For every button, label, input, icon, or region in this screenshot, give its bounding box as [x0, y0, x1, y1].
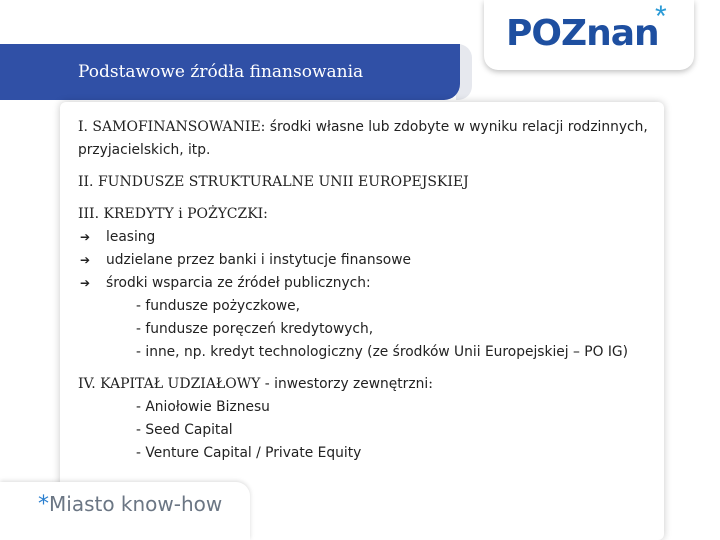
footer-slogan — [38, 490, 222, 519]
bullet-text: udzielane przez banki i instytucje finansowe — [106, 252, 411, 268]
section-kredyty — [78, 203, 658, 364]
sub-item: - fundusze pożyczkowe, — [136, 298, 301, 314]
arrow-bullet-icon: ➔ — [80, 253, 91, 267]
section-samofinansowanie — [78, 116, 658, 162]
section-kapital — [78, 373, 658, 465]
bullet-text: leasing — [106, 229, 156, 245]
section-1-text: środki własne lub zdobyte w wyniku relacji rodzinnych, przyjacielskich, itp. — [78, 119, 648, 158]
section-3-heading: III. KREDYTY i POŻYCZKI: — [78, 206, 268, 222]
sub-item: - inne, np. kredyt technologiczny (ze środków Unii Europejskiej – PO IG) — [136, 344, 629, 360]
content-body — [78, 116, 658, 474]
footer-star-icon: * — [38, 492, 49, 517]
section-4-colon: : — [428, 376, 433, 392]
slide-title: Podstawowe źródła finansowania — [78, 62, 364, 82]
sub-item: - Seed Capital — [136, 422, 233, 438]
sub-item: - fundusze poręczeń kredytowych, — [136, 321, 374, 337]
poznan-logo: POZnan — [506, 13, 659, 54]
section-2-heading: II. FUNDUSZE STRUKTURALNE UNII EUROPEJSKIEJ — [78, 174, 469, 190]
sub-item: - Venture Capital / Private Equity — [136, 445, 362, 461]
arrow-bullet-icon: ➔ — [80, 276, 91, 290]
list-item — [78, 249, 658, 272]
logo-star-icon: * — [655, 0, 667, 33]
section-1-heading: I. SAMOFINANSOWANIE: — [78, 119, 266, 135]
footer-slogan-text: Miasto know-how — [49, 492, 223, 516]
arrow-bullet-icon: ➔ — [80, 230, 91, 244]
list-item — [78, 226, 658, 249]
section-4-heading: IV. KAPITAŁ UDZIAŁOWY — [78, 376, 261, 392]
bullet-text: środki wsparcia ze źródeł publicznych: — [106, 275, 371, 291]
sub-item: - Aniołowie Biznesu — [136, 399, 270, 415]
list-item — [78, 272, 658, 295]
section-4-suffix: - inwestorzy zewnętrzni — [260, 376, 429, 392]
